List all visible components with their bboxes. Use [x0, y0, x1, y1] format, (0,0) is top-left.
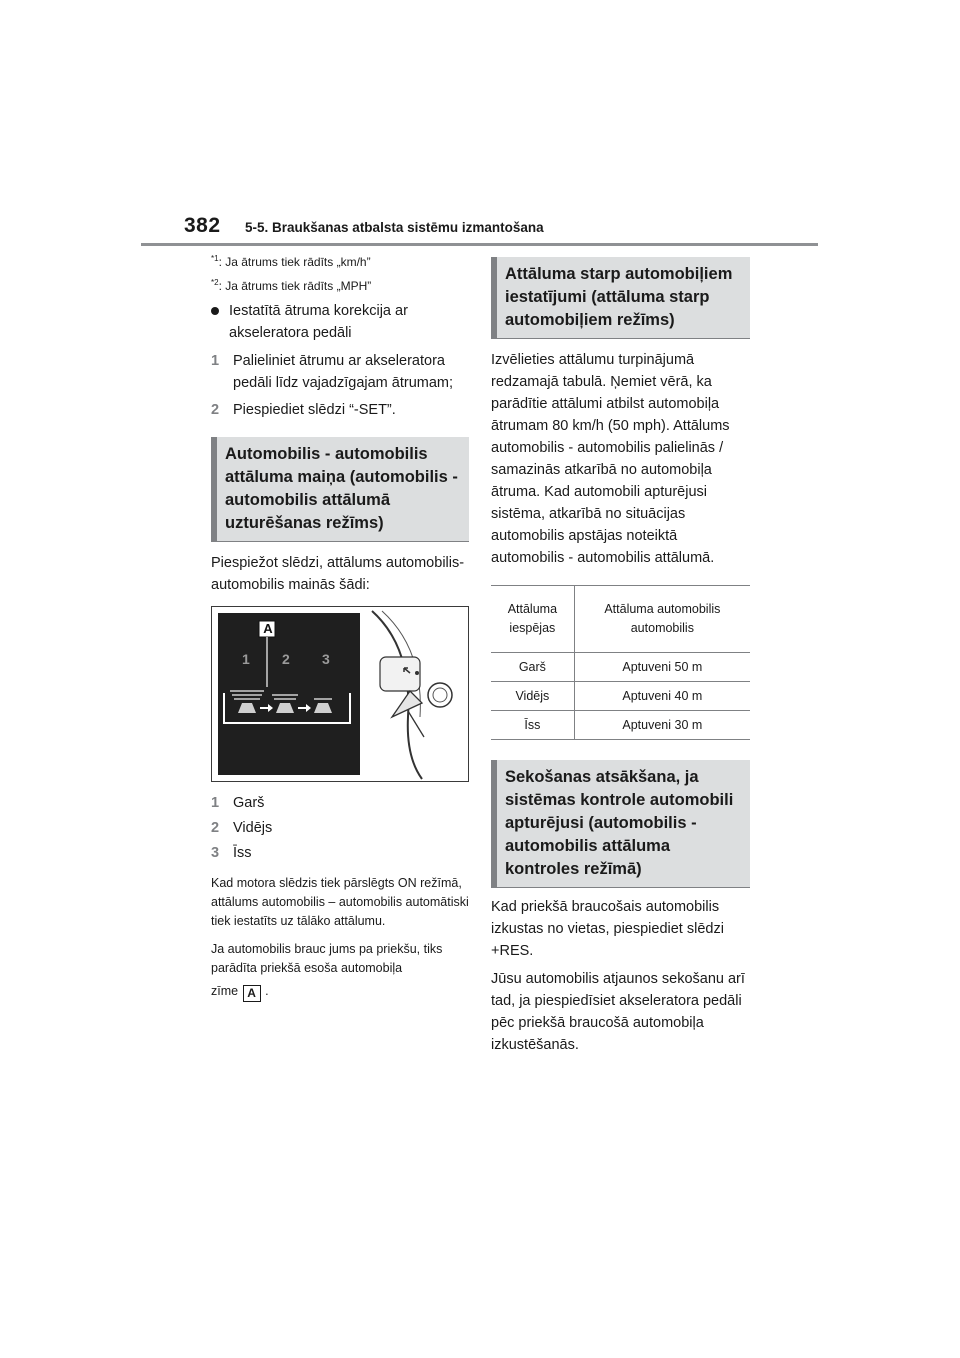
- table-cell: Aptuveni 40 m: [574, 682, 750, 711]
- switch-body: [380, 657, 420, 691]
- legend-3: 3 Īss: [211, 845, 252, 861]
- left-column: [211, 251, 469, 1011]
- footnote-2: $^{*2}$: Ja ātrums tiek rādīts „MPH”: [211, 278, 372, 293]
- table-row: [491, 711, 750, 740]
- bullet-dot-icon: [211, 307, 219, 315]
- note-engine-switch: Kad motora slēdzis tiek pārslēgts ON režīmā, attālums automobilis – automobilis automātiski tiek iestatīts uz tālāko attālumu.: [211, 876, 469, 928]
- figure-num-1: 1: [242, 651, 250, 667]
- figure-illustration: [212, 607, 468, 781]
- table-cell: Garš: [491, 653, 574, 682]
- figure-num-2: 2: [282, 651, 290, 667]
- bullet-item: Iestatītā ātruma korekcija ar akseleratora pedāli: [211, 300, 469, 344]
- table-row: [491, 682, 750, 711]
- heading-resume-following: Sekošanas atsākšana, ja sistēmas kontrole automobili apturējusi (automobilis - automobilis attāluma kontroles režīmā): [491, 760, 750, 888]
- legend-2: 2 Vidējs: [211, 820, 273, 836]
- table-header-row: [491, 586, 750, 653]
- distance-settings-text: Izvēlieties attālumu turpinājumā redzamajā tabulā. Ņemiet vērā, ka parādītie attālumi atbilst automobiļa ātrumam 80 km/h (50 mph). Attālums automobilis - automobilis palielinās / samazinās atkarībā no automobiļa ātruma. Kad automobili apturējusi sistēma, atkarībā no situācijas automobilis apstājas noteiktā automobilis - automobilis attālumā.: [491, 352, 730, 566]
- step-2: 2 Piespiediet slēdzi “-SET”.: [211, 402, 396, 418]
- resume-text-2: Jūsu automobilis atjaunos sekošanu arī tad, ja piespiedīsiet akseleratora pedāli pēc priekšā braucošā automobiļa izkustēšanās.: [491, 971, 745, 1053]
- figure-num-3: 3: [322, 651, 330, 667]
- distance-switch-figure: [211, 606, 469, 782]
- table-cell: Īss: [491, 711, 574, 740]
- note-preceding-vehicle: Ja automobilis brauc jums pa priekšu, tiks parādīta priekšā esoša automobiļa: [211, 942, 443, 975]
- table-header: Attāluma iespējas: [491, 586, 574, 653]
- table-row: [491, 653, 750, 682]
- display-panel: [218, 613, 360, 775]
- heading-distance-settings: Attāluma starp automobiļiem iestatījumi (attāluma starp automobiļiem režīms): [491, 257, 750, 339]
- heading-distance-change: Automobilis - automobilis attāluma maiņa (automobilis - automobilis attālumā uzturēšanas režīms): [211, 437, 469, 542]
- figure-label-a: A: [263, 621, 273, 636]
- right-column: [491, 251, 750, 1056]
- vehicle-marker-icon: A: [243, 985, 261, 1002]
- section-title: 5-5. Braukšanas atbalsta sistēmu izmantošana: [245, 220, 544, 235]
- legend-1: 1 Garš: [211, 795, 265, 811]
- table-cell: Vidējs: [491, 682, 574, 711]
- resume-text-1: Kad priekšā braucošais automobilis izkustas no vietas, piespiediet slēdzi +RES.: [491, 899, 724, 959]
- distance-table: [491, 585, 750, 740]
- table-cell: Aptuveni 50 m: [574, 653, 750, 682]
- step-1: 1 Palieliniet ātrumu ar akseleratora pedāli līdz vajadzīgajam ātrumam;: [211, 353, 454, 391]
- footnote-1: $^{*1}$: Ja ātrums tiek rādīts „km/h”: [211, 254, 371, 269]
- table-header: Attāluma automobilis automobilis: [574, 586, 750, 653]
- note-preceding-vehicle-end: zīme A .: [211, 984, 269, 1000]
- table-cell: Aptuveni 30 m: [574, 711, 750, 740]
- intro-text: Piespiežot slēdzi, attālums automobilis-automobilis mainās šādi:: [211, 555, 465, 593]
- page-number: 382: [184, 214, 221, 237]
- header-divider: [141, 243, 818, 246]
